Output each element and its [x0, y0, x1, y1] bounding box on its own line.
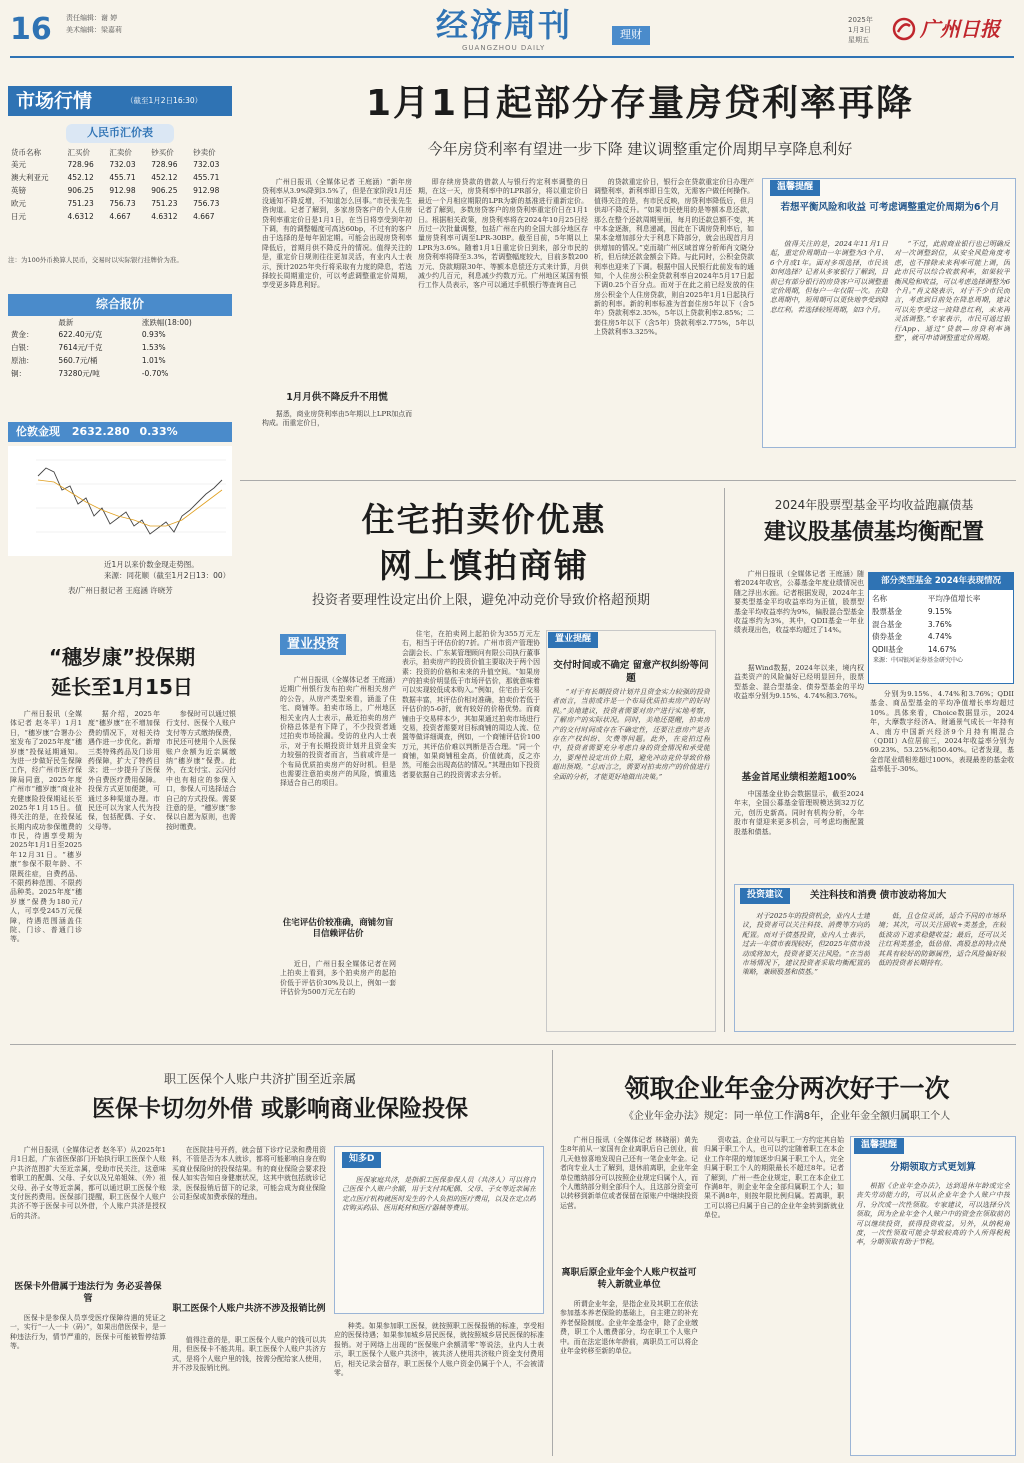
story5-col2b — [172, 1336, 326, 1456]
comp-cell: 73280元/吨 — [58, 369, 100, 379]
story3-kicker: 2024年股票型基金平均收益跑赢债基 — [774, 498, 974, 512]
comp-row — [8, 342, 232, 355]
story5-col1b — [10, 1314, 166, 1456]
gold-price-line — [38, 468, 222, 534]
story3-col1-text: 广州日报讯（全媒体记者 王庭涵）随着2024年收官，公募基金年度业绩情况也随之浮出水面。记者根据发现，2024年主要类型基金平均收益率均为正值，股票型基金平均收益率约为9%，偏股混合型基金收益率约为3%，其中，QDII基金一年业绩表现出色，收益率均超过了14%。 — [734, 570, 864, 635]
fx-header: 汇卖价 — [109, 147, 132, 157]
fund-cell: 4.74% — [927, 632, 952, 642]
warm-col-b — [894, 240, 1010, 440]
fx-cell: 906.25 — [67, 186, 94, 196]
fx-cell: 728.96 — [67, 160, 94, 170]
story3-col1 — [734, 570, 864, 660]
comp-row — [8, 368, 232, 381]
story6-sub1: 离职后原企业年金个人账户权益可转入新就业单位 — [561, 1268, 697, 1290]
fund-row — [869, 605, 1013, 618]
story5-sub1: 医保卡外借属于违法行为 务必妥善保管 — [14, 1282, 162, 1304]
gold-avg-line — [38, 480, 222, 526]
story6-col1b — [560, 1300, 698, 1456]
comp-title: 综合报价 — [8, 294, 232, 316]
story3-col1b — [734, 664, 864, 768]
story5-sub2: 职工医保个人账户共济不涉及报销比例 — [172, 1304, 326, 1314]
gold-title: 伦敦金现 — [16, 425, 60, 438]
story6-tag: 温馨提醒 — [854, 1138, 904, 1154]
story3-col2-text: 分别为9.15%、4.74%和3.76%；QDII基金、商品型基金的平均净值增长率均超过10%。具体来看，Choice数据显示，2024年，大摩数字经济A、财通景气成长一年持有A、南方中国新兴经济9个月持有期混合（QDII）A位居前三，2024年收益率分别为69.23%、53.25%和50.40%。记者发现，基金首尾业绩相差超过100%，表现最差的基金收益率低于-30%。 — [870, 690, 1014, 774]
warm-title: 若想平衡风险和收益 可考虑调整重定价周期为6个月 — [780, 202, 1000, 213]
comp-cell: 白银： — [11, 343, 34, 353]
story6-subhead: 《企业年金办法》规定：同一单位工作满8年，企业年金全额归属职工个人 — [623, 1111, 951, 1122]
fx-cell: 728.96 — [151, 160, 178, 170]
fx-header: 汇买价 — [67, 147, 90, 157]
fund-source: 来源：中国银河证券基金研究中心 — [873, 656, 964, 664]
story4-col3-text: 参保时可以通过银行支付、医保个人账户支付等方式缴纳保费，市民还可使用个人医保账户余额为近亲属缴纳“穗岁康”保费。此外，在支付宝、云闪付中也有相应的参保入口，参保人可选择适合自己的方式投保。需要注意的是，“穗岁康”参保以自愿为原则，也需按时缴费。 — [166, 710, 236, 831]
story3-tip-title: 关注科技和消费 债市波动将加大 — [810, 890, 947, 901]
story4-col3 — [166, 710, 236, 1036]
warm-tag: 温馨提醒 — [770, 180, 820, 196]
fx-cell: 912.98 — [193, 186, 220, 196]
fx-row — [8, 172, 232, 185]
story2-col1-text: 广州日报讯（全媒体记者 王庭涵）近期广州银行发布拍卖广州相关房产的公告，从房产类型来看，涵盖了住宅、商铺等。拍卖市场上，广州地区相关业内人士表示，最近拍卖的房产价格总体是有下降了，不少投资者通过拍卖市场捡漏。受访的业内人士表示，对于有长期投资计划并且资金实力较强的投资者而言，当前或许是一个布局优质拍卖房产的好时机。但是也需要注意拍卖房产的风险，慎重选择适合自己的项目。 — [280, 676, 396, 788]
divider-v2 — [552, 1050, 553, 1456]
story6-col2 — [704, 1136, 844, 1456]
fx-cell: 欧元 — [11, 199, 26, 209]
fx-cell: 455.71 — [109, 173, 136, 183]
fx-cell: 4.667 — [109, 211, 131, 221]
gold-pct: 0.33% — [139, 425, 178, 438]
story2-col3-text: “对于有长期投资计划并且资金实力较强的投资者而言，当前或许是一个布局优质拍卖房产的好时机。”美地建议，投资者需要对房产进行实地考察，了解房产的实际状况。同时，美地还提醒，拍卖房产的交付时间或存在不确定性，还要注意房产是否存在产权纠纷、欠费等问题。此外，在竞拍过程中，投资者需要充分考虑自身的资金情况和承受能力，要理性设定出价上限，避免冲动竞价导致价格超出预期。“总而言之，需要对拍卖房产的价值进行全面的分析，才能更好地做出决策。” — [552, 688, 710, 781]
story5-kicker: 职工医保个人账户共济扩围至近亲属 — [163, 1072, 356, 1086]
fx-header-row — [8, 146, 232, 159]
story2-col2 — [402, 630, 540, 1032]
editor-credit: 责任编辑：谢 婷 — [66, 14, 118, 22]
comp-cell: 0.93% — [141, 330, 166, 340]
fx-header: 钞买价 — [151, 147, 174, 157]
market-panel — [8, 86, 232, 606]
story2-col1b — [280, 960, 396, 1032]
fund-row — [869, 618, 1013, 631]
comp-cell: 1.53% — [141, 343, 166, 353]
fund-header-row — [869, 592, 1013, 605]
story1-col2-text: 即存续房贷款的借款人与银行约定利率调整的日期，在这一天，房贷利率中的LPR部分，将以重定价日最近一个月相应期限的LPR为新的基准进行重新定价。记者了解到，多数房贷客户的房贷利率重定价日在1月1日。根据相关政策，房贷利率将在2024年10月25日经历过一次批量调整，包括广州在内的全国大部分地区存量房贷利率可调至LPR-30BP。截至目前，5年期以上LPR为3.6%。随着1月1日重定价日到来，部分市民的房贷利率将降至3.3%，若调整幅度较大，目前多数200万元、贷款期限30年、等额本息偿还方式来计算，月供减少约几百元，利息减少约数万元。广州地区某国有银行工作人员表示，客户可以通过手机银行等查询自己 — [418, 178, 588, 290]
fx-cell: 751.23 — [151, 199, 178, 209]
story1-col3-text: 的贷款重定价日，银行会在贷款重定价日办理产调整利率，新利率即日生效，无需客户做任何操作。值得关注的是，有市民反映，房贷利率降低后，但月供却不降反升。“如果市民使用的是等额本息还款，那么在整个还款周期里面，每月的还款总额不变，其中本金逐渐，利息递减，因此在下调房贷利率后，如果本金增加部分大于利息下降部分，就会出现首月月供增加的情况。”克而瑞广州区域首席分析师肖文晓分析，但后续还款金额会下降。与此同时，公积金贷款利率也迎来了下调。根据中国人民银行此前发布的通知，个人住房公积金贷款利率自2024年5月17日起下调0.25个百分点。而对于在此之前已经发放的住房公积金个人住房贷款，则自2025年1月1日起执行新的利率。新的利率标准为首套住房5年以下（含5年）贷款利率2.35%，5年以上贷款利率2.85%；二套住房5年以下（含5年）贷款利率2.775%，5年以上贷款利率3.325%。 — [594, 178, 754, 337]
warm-text-b: “不过，此前商业银行也已明确反对一次调整到位，从安全风险角度考虑，也不排除未来利率可能上调，因此市民可以综合收款利率，如果较平衡风险和收益，可以考虑选择调整为6个月。”肖文晓表示，对于不少市民而言，考虑到目前处在降息周期，建议可以先享受这一波降息红利，未来再灵活调整。”专家表示，市民可通过银行App、通过“贷款—房贷利率调整”，就可申请调整重定价周期。 — [894, 240, 1010, 342]
story3-col1b-text: 据Wind数据，2024年以来，境内权益类资产的风险偏好已经明显回升，股票型基金、混合型基金、债券型基金的平均收益率分别为9.15%、4.74%和3.76%。 — [734, 664, 864, 701]
fund-cell: 股票基金 — [872, 606, 902, 616]
art-credit: 美术编辑：梁嘉莉 — [66, 26, 122, 34]
fund-box-title: 部分类型基金 2024年表现情况 — [869, 573, 1013, 590]
divider-1 — [240, 480, 1016, 481]
fx-header: 货币名称 — [11, 147, 41, 157]
story2-sub1: 住宅评估价较准确，商铺勿盲目信赖评估价 — [282, 918, 394, 940]
story6-col3 — [856, 1182, 1010, 1452]
chart-source: 来源：同花顺（截至1月2日13：00） — [104, 571, 231, 580]
story3-tip-a-text: 对于2025年的投资机会，业内人士建议，投资者可以关注科技、消费等方向的配置。而对于债基投资，业内人士表示，过去一年债市表现较好，但2025年债市波动或将加大，投资者要关注风险。“在当前市场情况下，建议投资者采取均衡配置的策略，兼顾股基和债基。” — [742, 912, 870, 977]
comp-header: 最新 — [58, 317, 74, 327]
story4-col1-text: 广州日报讯（全媒体记者 赵冬平）1月1日，“穗岁康”合署办公室发布了2025年度“穗岁康”投保延期通知。为进一步做好民生保障工作，经广州市医疗保障局同意，2025年度广州市“穗岁康”商业补充健康险投保期延长至2025年1月15日。值得关注的是，在投保延长期内成功参保缴费的市民，待遇享受期为2025年1月1日至2025年12月31日。“穗岁康”参保不限年龄、不限既往症，自费药品、不限药种范围、不限药品种类。2025年度“穗岁康”保费为180元/人，可享受245万元保障，待遇范围涵盖住院、门诊、普通门诊等。 — [10, 710, 82, 944]
story5-col3 — [334, 1322, 544, 1456]
fx-cell: 4.6312 — [151, 211, 178, 221]
story2-subhead: 投资者要理性设定出价上限，避免冲动竞价导致价格超预期 — [311, 593, 650, 608]
story3-tip-a — [742, 912, 870, 1026]
fx-cell: 912.98 — [109, 186, 136, 196]
comp-header: 涨跌幅(18:00) — [141, 317, 192, 327]
market-title: 市场行情 — [16, 90, 93, 112]
story1-col1-text: 广州日报讯（全媒体记者 王庭涵）“新年房贷利率从3.9%降到3.5%了，但是在家阶段1月还没通知不降反增，不知道怎么回事。”市民张先生咨询道。记者了解到，多家房贷客户的个人住房贷利率重定价日是1月1日，在当日将享受到年初下调，有的调整幅度可高达60bp，不过有的客户由于选择的是每年固定期。可能会出现房贷利率降低后，首期月供不降反升的情况。值得关注的是，重定价日规则往往更加灵活，有业内人士表示，预计2025年央行将采取有力度的降息，若选择较长周期重定价，可以考虑调整重定价周期，享受更多降息利好。 — [262, 178, 412, 290]
warm-col-a — [770, 240, 888, 440]
fund-cell: 9.15% — [927, 606, 952, 616]
know-tag: 知多D — [342, 1152, 381, 1168]
story3-col1c — [734, 790, 864, 874]
story4-kicker: “穗岁康”投保期 — [48, 645, 196, 669]
fund-header: 平均净值增长率 — [927, 593, 981, 603]
story2-tag2: 置业提醒 — [548, 632, 598, 648]
story2-col1b-text: 近日，广州日报全媒体记者在网上拍卖上看到，多个拍卖房产的起拍价低于评估价30%及以上，例如一套评估价为500万元左右的 — [280, 960, 396, 997]
story1-headline: 1月1日起部分存量房贷利率再降 — [365, 83, 915, 124]
comp-cell: 原油： — [11, 356, 34, 366]
fund-cell: 3.76% — [927, 619, 952, 629]
gold-chart — [8, 446, 232, 556]
fx-cell: 英镑 — [11, 186, 26, 196]
know-col — [342, 1176, 536, 1308]
story1-col1b — [262, 410, 412, 446]
story2-headline-2: 网上慎拍商铺 — [379, 546, 589, 585]
fund-cell: 债券基金 — [872, 632, 902, 642]
story1-col1b-text: 据悉，商业房贷利率由5年期以上LPR加点而构成。而重定价日， — [262, 410, 412, 428]
fx-row — [8, 185, 232, 198]
fx-cell: 美元 — [11, 160, 26, 170]
story5-col1-text: 广州日报讯（全媒体记者 赵冬平）从2025年1月1日起，广东省医保部门开始执行职工医保个人账户共济范围扩大至近亲属，受助市民关注，这意味着职工的配偶、父母、子女以及兄弟姐妹、（外）祖父母、孙子女等近亲属，都可以通过职工医保个账支付医药费用。医保部门提醒，职工医保个人账户共济不等于医保卡可以外借，个人账户共济是授权后的共济。 — [10, 1146, 166, 1220]
story1-sub1: 1月月供不降反升不用慌 — [286, 392, 388, 403]
fx-title: 人民币汇价表 — [66, 124, 174, 143]
fund-cell: 14.67% — [927, 645, 957, 655]
fx-cell: 452.12 — [67, 173, 94, 183]
fund-row — [869, 644, 1013, 657]
story4-col2-text: 据介绍，2025年度“穗岁康”在不增加保费的情况下，对相关待遇作进一步优化。新增三类特殊药品及门诊用药保障，扩大了特药目录；进一步提升了医保外自费医疗费用保障。投保方式更加便捷，可通过多种渠道办理。市民还可以为家人代为投保，包括配偶、子女、父母等。 — [88, 710, 160, 831]
logo-mark-icon — [892, 17, 916, 41]
fx-cell: 732.03 — [193, 160, 220, 170]
fund-cell: 混合基金 — [872, 619, 902, 629]
warm-text-a: 值得关注的是，2024年11月1日起，重定价周期由一年调整为3个月、6个月或1年。面对多项选择，市民该如何选择？记者从多家银行了解到，目前已有部分银行的房贷客户可以调整重定价周期，但每户一年仅限一次。在降息周期中，短周期可以更快地享受到降息红利。若选择较短周期，如3个月。 — [770, 240, 888, 314]
story4-col1 — [10, 710, 82, 1036]
fund-table — [869, 592, 1013, 656]
story5-col1b-text: 医保卡是参保人员享受医疗保障待遇的凭证之一，实行“一人一卡（码）”，如果出借医保卡，是一种违法行为，情节严重的，医保卡可能被暂停结算等。 — [10, 1314, 166, 1351]
story4-col2 — [88, 710, 160, 1036]
fx-row — [8, 159, 232, 172]
story5-col2b-text: 值得注意的是，职工医保个人账户的钱可以共用，但医保卡不能共用。职工医保个人账户共济方式，是将个人账户里的钱，按需分配给家人使用，并不涉及报销比例。 — [172, 1336, 326, 1373]
story2-headline-1: 住宅拍卖价优惠 — [361, 500, 607, 539]
column-title: 经济周刊 — [436, 6, 573, 44]
comp-row — [8, 329, 232, 342]
story3-tip-b-text: 低，且仓位灵活，适合不同的市场环境；其次，可以关注固收+类基金，在较低波动下追求稳健收益；最后，还可以关注红利类基金，低估值、高股息的特点使其具有较好的防御属性，适合风险偏好较低的投资者长期持有。 — [878, 912, 1006, 967]
header-rule — [10, 56, 1014, 58]
fund-row — [869, 631, 1013, 644]
fx-cell: 751.23 — [67, 199, 94, 209]
fx-cell: 732.03 — [109, 160, 136, 170]
story1-col2 — [418, 178, 588, 446]
chart-credit: 表/广州日报记者 王庭涵 许晓芳 — [68, 586, 173, 595]
story5-col2 — [172, 1146, 326, 1298]
market-subtitle: （截至1月2日16:30） — [126, 96, 203, 105]
fx-cell: 455.71 — [193, 173, 220, 183]
story2-tag1: 置业投资 — [280, 634, 346, 655]
comp-cell: -0.70% — [141, 369, 169, 379]
fx-cell: 4.667 — [193, 211, 215, 221]
gold-title-bar — [8, 422, 232, 442]
fx-cell: 906.25 — [151, 186, 178, 196]
story6-col1-text: 广州日报讯（全媒体记者 林晓丽）黄先生8年前从一家国有企业离职后自己创业，前几天他惊喜地发现自己还有一笔企业年金。记者向专业人士了解到，退休前离职，企业年金单位缴纳部分可以按照企业规定归属个人，而个人缴纳部分则全部归个人，且这部分资金可以转移到新单位或者保留在原账户中继续投资运营。 — [560, 1136, 698, 1210]
story6-col1b-text: 所谓企业年金，是指企业及其职工在依法参加基本养老保险的基础上，自主建立的补充养老保险制度。企业年金基金中，除了企业缴费，职工个人缴费部分，均在职工个人账户中。而在法定退休年龄前，离职员工可以将企业年金转移至新的单位。 — [560, 1300, 698, 1355]
chart-caption: 近1月以来价数金现走势图。 — [104, 560, 199, 569]
page-number: 16 — [10, 12, 52, 47]
story1-col1 — [262, 178, 412, 406]
fx-cell: 452.12 — [151, 173, 178, 183]
divider-v1 — [724, 488, 725, 1032]
fx-table — [8, 146, 232, 223]
story3-col1c-text: 中国基金业协会数据显示，截至2024年末，全国公募基金管理规模达到32万亿元，创历史新高。同时有机构分析，今年股市有望迎来更多机会，可考虑均衡配置股基和债基。 — [734, 790, 864, 836]
newspaper-logo — [892, 14, 1014, 44]
story1-subhead: 今年房贷利率有望进一步下降 建议调整重定价周期早享降息利好 — [427, 140, 853, 158]
fund-header: 名称 — [872, 593, 887, 603]
fx-note: 注：为100外币换算人民币，交易时以实际银行挂牌价为准。 — [8, 256, 183, 264]
column-pinyin: GUANGZHOU DAILY — [462, 44, 546, 52]
comp-header-row — [8, 316, 232, 329]
comp-cell: 黄金： — [11, 330, 34, 340]
logo-text: 广州日报 — [920, 17, 1000, 41]
fx-row — [8, 198, 232, 211]
story5-headline: 医保卡切勿外借 或影响商业保险投保 — [91, 1096, 468, 1122]
story6-col2-text: 资收益，企业可以与职工一方约定其自始归属于职工个人，也可以约定随着职工在本企业工作年限的增加逐步归属于职工个人，完全归属于职工个人的期限最长不超过8年。记者了解到，广州一些企业规定，职工在本企业工作满8年，则企业年金全部归属职工个人；如果不满8年，则按年限比例归属。若离职，职工可以将已归属于自己的企业年金转到新就业单位。 — [704, 1136, 844, 1220]
fund-box — [868, 572, 1014, 684]
story3-col2 — [870, 690, 1014, 874]
comp-cell: 7614元/千克 — [58, 343, 103, 353]
story6-headline: 领取企业年金分两次好于一次 — [624, 1074, 950, 1103]
comp-cell: 560.7元/桶 — [58, 356, 98, 366]
page-header — [0, 0, 1024, 58]
fx-cell: 756.73 — [193, 199, 220, 209]
know-text: 医保家庭共济，是指职工医保参保人员（共济人）可以将自己医保个人账户余额，用于支付其配偶、父母、子女等近亲属在定点医疗机构就医时发生的个人负担的医疗费用，以及在定点药店购买药品、医用耗材和医疗器械等费用。 — [342, 1176, 536, 1213]
comp-cell: 铜： — [11, 369, 26, 379]
story5-col2-text: 在医院挂号开药，就会留下诊疗记录和费用资料，不管是否为本人就诊，都将可能影响自身在购买商业保险时的投保结果。有的商业保险会要求投保人如实告知自身健康状况，这其中就包括就诊记录，医保报销后留下的记录，可能会成为商业保险公司拒保或加费承保的理由。 — [172, 1146, 326, 1201]
comp-table — [8, 316, 232, 380]
fx-header: 钞卖价 — [193, 147, 216, 157]
market-title-bar — [8, 86, 232, 116]
fx-cell: 756.73 — [109, 199, 136, 209]
fx-cell: 日元 — [11, 211, 26, 221]
fx-cell: 4.6312 — [67, 211, 94, 221]
story2-tip-title: 交付时间或不确定 留意产权纠纷等问题 — [553, 660, 709, 684]
comp-cell: 1.01% — [141, 356, 166, 366]
date-day: 1月3日 — [848, 26, 871, 34]
gold-value: 2632.280 — [71, 425, 130, 438]
story3-sub1: 基金首尾业绩相差超100% — [741, 772, 857, 783]
story6-col3-text: 根据《企业年金办法》，达到退休年龄或完全丧失劳动能力的，可以从企业年金个人账户中按月、分次或一次性领取。专家建议，可以选择分次领取，因为企业年金个人账户中的资金在领取前仍可以继续投资，获得投资收益。另外，从纳税角度，一次性领取可能会导致较高的个人所得税税率，分期领取有助于节税。 — [856, 1182, 1010, 1247]
story2-col3 — [552, 688, 710, 1024]
story3-tip-b — [878, 912, 1006, 1026]
section-badge: 理财 — [612, 26, 650, 45]
story3-tag: 投资建议 — [740, 888, 790, 904]
fx-row — [8, 210, 232, 223]
fund-cell: QDII基金 — [872, 645, 904, 655]
story2-col2-text: 住宅，在拍卖网上起拍价为355万元左右，相当于评估价的7折。广州市资产管理协会副会长、广东某管理顾问有限公司执行董事表示，拍卖房产的投资价值主要取决于两个因素：投资的价格和未来的升值空间。“如果房产的拍卖价明显低于市场评估价，那就意味着可以实现较低成本购入。”例如，住宅由于交易数据丰富，其评估价相对准确，拍卖价若低于评估价的5-6折，就有较好的价格优势。而商铺由于交易样本少，其如果通过拍卖市场进行交易，投资者需要对目标商铺的周边人流、位置等做详细调查，例如，一个商铺评估价100万元，其评估价难以判断是否合理。“同一个商铺，如果商铺租金高，价值就高，反之亦然，可能会出现高估的情况。”其理由如下投资者要依据自己的投资需求去分析。 — [402, 630, 540, 779]
story6-col1 — [560, 1136, 698, 1262]
fx-cell: 澳大利亚元 — [11, 173, 49, 183]
comp-cell: 622.40元/克 — [58, 330, 103, 340]
story4-headline: 延长至1月15日 — [51, 675, 193, 699]
story3-headline: 建议股基债基均衡配置 — [763, 520, 984, 545]
story2-col1 — [280, 676, 396, 912]
divider-2 — [10, 1044, 1016, 1045]
story6-tip-title: 分期领取方式更划算 — [890, 1162, 976, 1173]
story5-col1 — [10, 1146, 166, 1276]
story1-col3 — [594, 178, 754, 446]
date-year: 2025年 — [848, 16, 873, 24]
story5-col3-text: 种类。如果参加职工医保，就按照职工医保报销的标准，享受相应的医保待遇；如果参加城乡居民医保，就按照城乡居民医保的标准报销。对于网络上出现的“医保账户余额清零”等说法，业内人士表示，职工医保个人账户共济中，被共济人使用共济账户资金支付费用后，相关记录会留存，职工医保个人账户资金仍属于个人，不会被清零。 — [334, 1322, 544, 1377]
comp-row — [8, 355, 232, 368]
date-week: 星期五 — [848, 36, 869, 44]
